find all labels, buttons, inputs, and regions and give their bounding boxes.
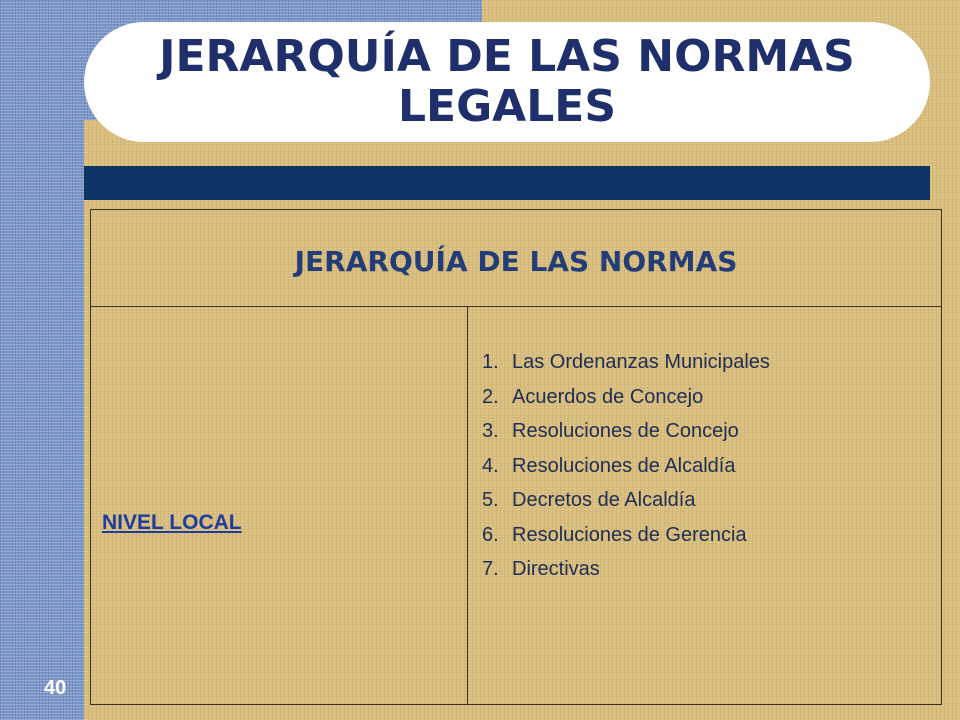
slide-title: JERARQUÍA DE LAS NORMAS LEGALES [159, 31, 855, 132]
blue-texture-panel [0, 0, 84, 720]
list-item [482, 380, 770, 415]
list-item [482, 552, 770, 587]
table-header-text: JERARQUÍA DE LAS NORMAS [294, 244, 738, 278]
list-item [482, 449, 770, 484]
list-item-number: 2. [482, 385, 499, 408]
list-item [482, 483, 770, 518]
list-item-text: Acuerdos de Concejo [512, 385, 704, 408]
list-item-text: Resoluciones de Gerencia [512, 523, 747, 546]
list-item-text: Directivas [512, 558, 600, 580]
list-item-text: Las Ordenanzas Municipales [512, 351, 770, 373]
list-item-number: 1. [482, 351, 499, 373]
list-item-number: 4. [482, 454, 499, 477]
list-item-number: 3. [482, 420, 499, 442]
norms-cell [468, 307, 941, 704]
navy-divider-bar [84, 166, 930, 200]
norms-table [90, 209, 942, 705]
table-header [91, 210, 941, 307]
list-item-number: 5. [482, 489, 499, 511]
list-item [482, 345, 770, 380]
level-cell [91, 307, 468, 704]
slide-number: 40 [44, 677, 67, 699]
list-item-text: Resoluciones de Concejo [512, 420, 739, 442]
list-item-number: 6. [482, 523, 499, 546]
list-item [482, 518, 770, 553]
list-item-text: Resoluciones de Alcaldía [512, 454, 736, 477]
norms-list [482, 345, 770, 587]
level-label-link[interactable]: NIVEL LOCAL [102, 511, 242, 534]
list-item-number: 7. [482, 558, 499, 580]
title-banner [84, 22, 930, 142]
list-item [482, 414, 770, 449]
list-item-text: Decretos de Alcaldía [512, 489, 696, 511]
